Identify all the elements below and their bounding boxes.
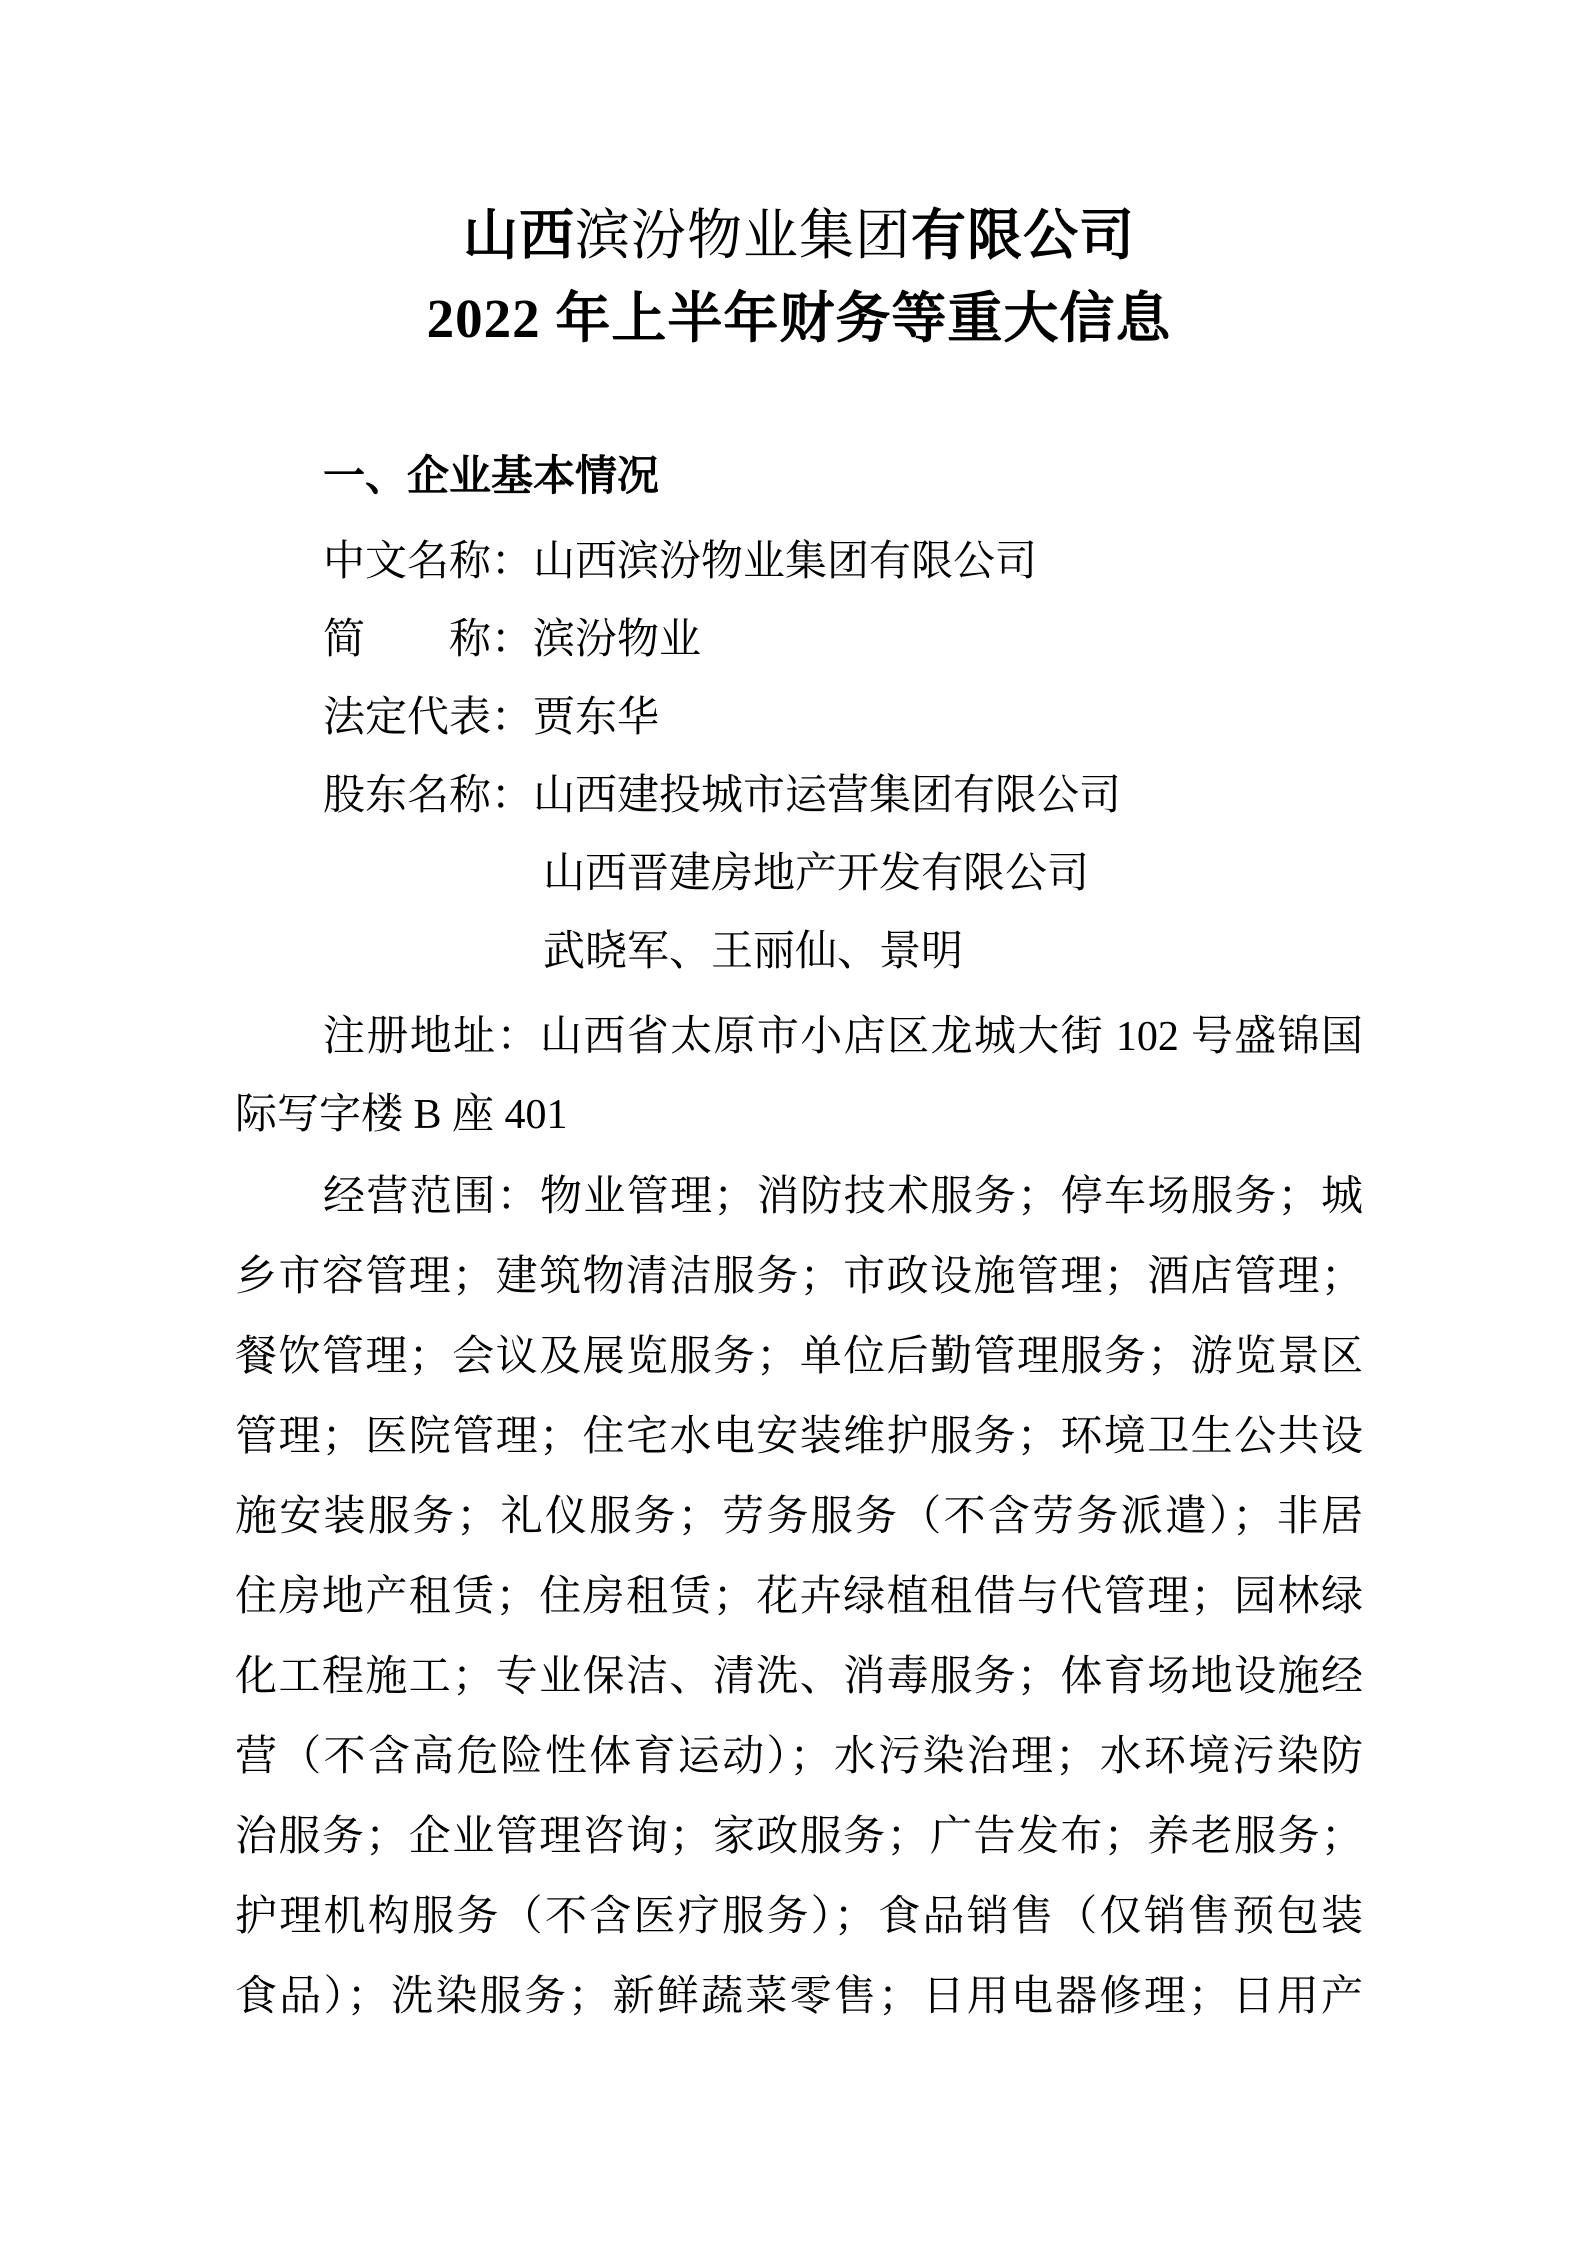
scope-line: 经营范围：物业管理；消防技术服务；停车场服务；城 [323, 1174, 1363, 1220]
scope-line: 管理；医院管理；住宅水电安装维护服务；环境卫生公共设 [235, 1414, 1363, 1460]
field-line: 山西晋建房地产开发有限公司 [543, 851, 1090, 897]
scope-line: 食品）；洗染服务；新鲜蔬菜零售；日用电器修理；日用产 [235, 1974, 1363, 2020]
basic-info-fields [235, 523, 1363, 991]
business-scope-paragraph [235, 1157, 1363, 2037]
address-line: 注册地址：山西省太原市小店区龙城大街 102 号盛锦国 [323, 1014, 1363, 1060]
field-line: 简 称：滨汾物业 [323, 617, 702, 663]
scope-line: 住房地产租赁；住房租赁；花卉绿植租借与代管理；园林绿 [235, 1574, 1363, 1620]
document-title-line1 [235, 194, 1363, 277]
title-segment: 2022 年上半年 [426, 288, 780, 349]
section-heading: 一、企业基本情况 [323, 452, 660, 499]
document-title [235, 0, 1363, 360]
scope-line: 营（不含高危险性体育运动）；水污染治理；水环境污染防 [235, 1734, 1363, 1780]
field-line: 股东名称：山西建投城市运营集团有限公司 [323, 773, 1122, 819]
scope-line: 乡市容管理；建筑物清洁服务；市政设施管理；酒店管理； [235, 1254, 1363, 1300]
title-segment: 滨汾物业集团 [574, 205, 911, 266]
scope-line: 施安装服务；礼仪服务；劳务服务（不含劳务派遣）；非居 [235, 1494, 1363, 1540]
document-title-line2 [235, 277, 1363, 360]
scope-line: 护理机构服务（不含医疗服务）；食品销售（仅销售预包装 [235, 1894, 1363, 1940]
address-line: 际写字楼 B 座 401 [235, 1092, 568, 1138]
field-line: 武晓军、王丽仙、景明 [543, 929, 964, 975]
registered-address-paragraph [235, 998, 1363, 1154]
field-line: 中文名称：山西滨汾物业集团有限公司 [323, 539, 1038, 585]
field-line: 法定代表：贾东华 [323, 695, 660, 741]
title-segment: 财务等重大信息 [779, 287, 1172, 349]
scope-line: 治服务；企业管理咨询；家政服务；广告发布；养老服务； [235, 1814, 1363, 1860]
scope-line: 餐饮管理；会议及展览服务；单位后勤管理服务；游览景区 [235, 1334, 1363, 1380]
title-segment: 有限公司 [911, 204, 1136, 266]
title-segment: 山西 [462, 204, 575, 266]
scope-line: 化工程施工；专业保洁、清洗、消毒服务；体育场地设施经 [235, 1654, 1363, 1700]
